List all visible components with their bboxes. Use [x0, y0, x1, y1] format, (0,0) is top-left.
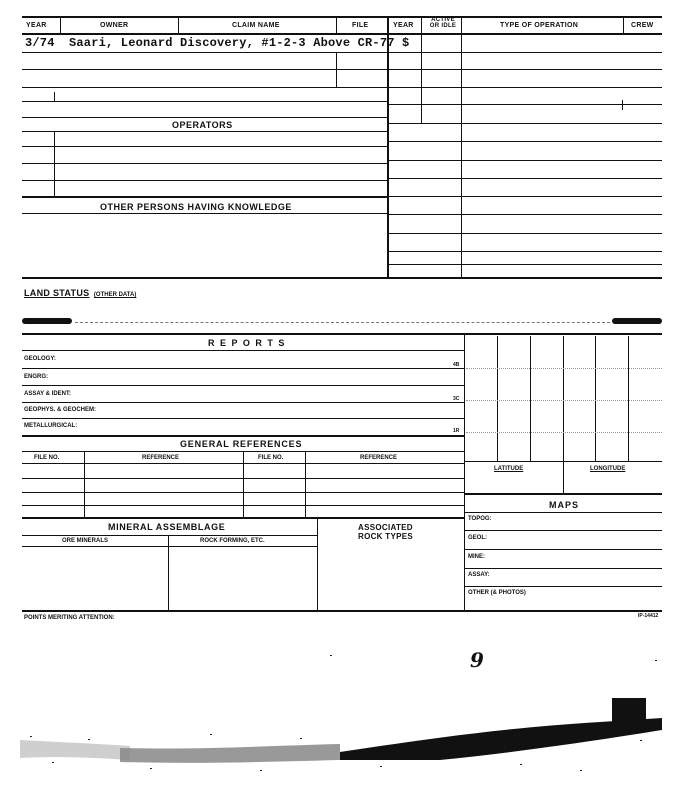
- form-number: IP-14412: [638, 613, 659, 619]
- ref-reference-2: REFERENCE: [360, 455, 398, 461]
- col-type-of-operation-header: TYPE OF OPERATION: [500, 22, 579, 29]
- col-year2-header: YEAR: [393, 22, 414, 29]
- associated-rock-types-line2: ROCK TYPES: [358, 532, 414, 541]
- claim-entry-year: 3/74: [25, 36, 55, 50]
- longitude-label: LONGITUDE: [590, 466, 626, 472]
- maps-other-label: OTHER (& PHOTOS): [468, 590, 526, 596]
- report-metallurgical-num: 1R: [453, 428, 460, 434]
- maps-topog-label: TOPOG:: [468, 516, 492, 522]
- other-persons-title: OTHER PERSONS HAVING KNOWLEDGE: [100, 202, 292, 212]
- mineral-assemblage-title: MINERAL ASSEMBLAGE: [108, 522, 226, 532]
- rock-forming-label: ROCK FORMING, ETC.: [200, 538, 265, 544]
- col-owner-header: OWNER: [100, 22, 129, 29]
- claim-entry-owner: Saari, Leonard: [69, 36, 173, 50]
- operators-title: OPERATORS: [172, 120, 233, 130]
- associated-rock-types-line1: ASSOCIATED: [358, 523, 413, 532]
- handwritten-mark: 9: [470, 648, 484, 672]
- col-crew-header: CREW: [631, 22, 654, 29]
- ore-minerals-label: ORE MINERALS: [62, 538, 109, 544]
- report-geophys-label: GEOPHYS. & GEOCHEM:: [24, 407, 97, 413]
- claim-entry-claim-name: Discovery, #1-2-3 Above CR-77 $: [180, 36, 410, 50]
- col-claim-name-header: CLAIM NAME: [232, 22, 280, 29]
- land-status-title: LAND STATUS: [24, 288, 90, 298]
- report-assay-label: ASSAY & IDENT:: [24, 391, 72, 397]
- col-year-header: YEAR: [26, 22, 47, 29]
- maps-mine-label: MINE:: [468, 554, 485, 560]
- maps-assay-label: ASSAY:: [468, 572, 490, 578]
- land-status-sub: (OTHER DATA): [93, 292, 137, 298]
- general-references-title: GENERAL REFERENCES: [180, 439, 303, 449]
- report-assay-num: 3C: [453, 396, 460, 402]
- ref-reference-1: REFERENCE: [142, 455, 180, 461]
- maps-title: MAPS: [549, 500, 580, 510]
- latitude-label: LATITUDE: [494, 466, 524, 472]
- ref-file-no-1: FILE NO.: [34, 455, 60, 461]
- maps-geol-label: GEOL:: [468, 535, 487, 541]
- ref-file-no-2: FILE NO.: [258, 455, 284, 461]
- report-engrg-label: ENGRG:: [24, 374, 48, 380]
- reports-title: R E P O R T S: [208, 338, 286, 348]
- report-geology-label: GEOLOGY:: [24, 356, 56, 362]
- report-geology-num: 4B: [453, 362, 460, 368]
- col-active-header: ACTIVE OR IDLE: [429, 17, 457, 29]
- report-metallurgical-label: METALLURGICAL:: [24, 423, 78, 429]
- col-file-header: FILE: [352, 22, 369, 29]
- points-meriting-attention-label: POINTS MERITING ATTENTION:: [24, 615, 115, 621]
